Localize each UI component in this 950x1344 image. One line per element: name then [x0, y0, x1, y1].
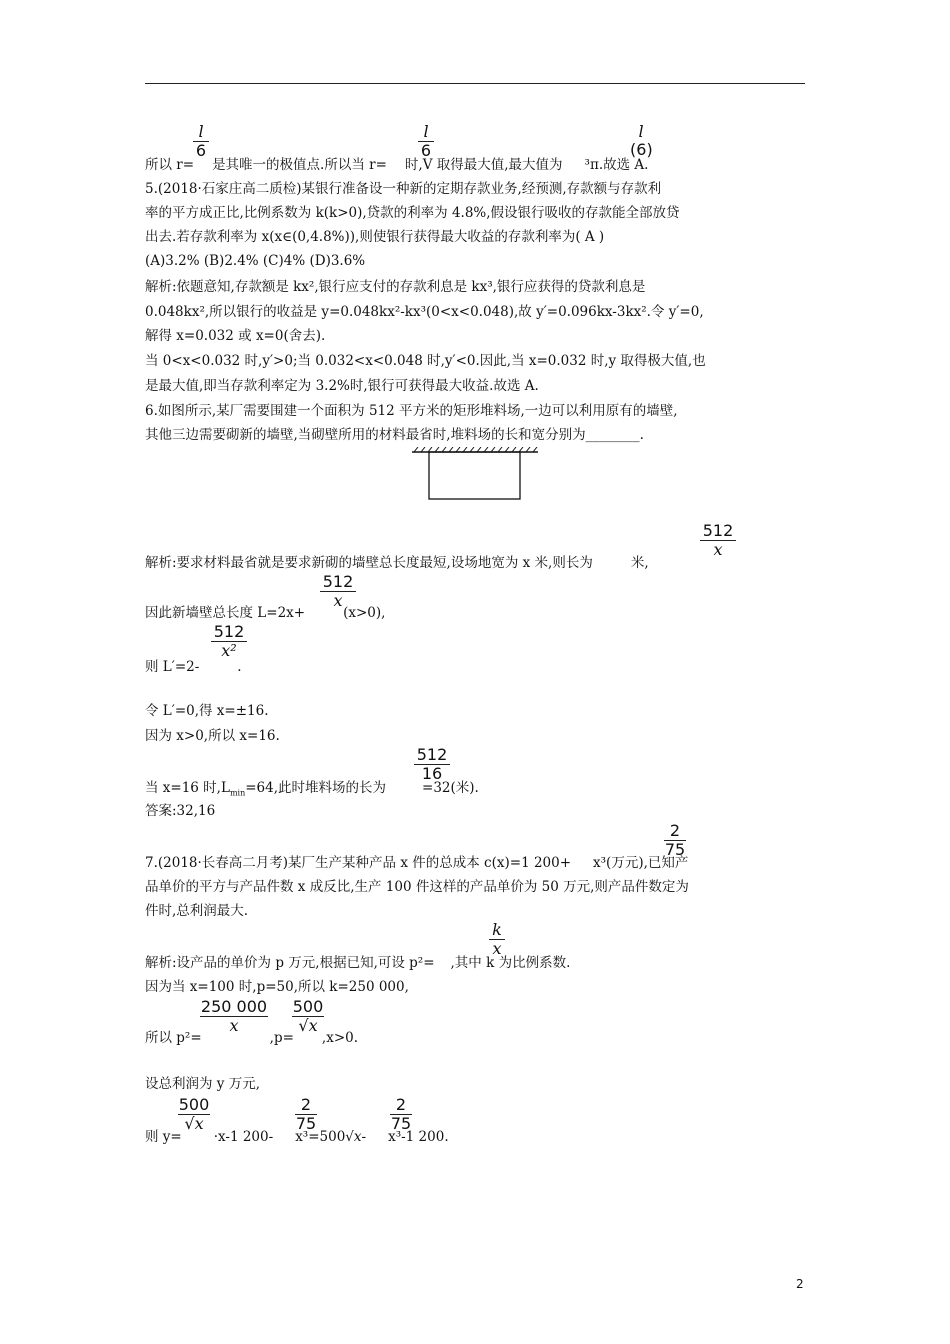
- question-5-line: 5.(2018·石家庄高二质检)某银行准备设一种新的定期存款业务,经预测,存款额与存款利: [145, 181, 662, 197]
- solution-7-line: 解析:设产品的单价为 p 万元,根据已知,可设 p²= ,其中 k 为比例系数.: [145, 955, 571, 971]
- solution-5-line: 0.048kx²,所以银行的收益是 y=0.048kx²-kx³(0<x<0.048),故 y′=0.096kx-3kx².令 y′=0,: [145, 304, 704, 320]
- text-line: 所以 r= 是其唯一的极值点.所以当 r= 时,V 取得最大值,最大值为 ³π.故选 A.: [145, 157, 649, 173]
- solution-5-line: 解析:依题意知,存款额是 kx²,银行应支付的存款利息是 kx³,银行应获得的贷款利息是: [145, 279, 646, 295]
- fraction-2-over-75: $\frac{2}{75}$: [664, 821, 686, 859]
- question-6-line: 其他三边需要砌新的墙壁,当砌壁所用的材料最省时,堆料场的长和宽分别为________.: [145, 427, 644, 443]
- question-6-line: 6.如图所示,某厂需要围建一个面积为 512 平方米的矩形堆料场,一边可以利用原有的墙壁,: [145, 403, 678, 419]
- yard-diagram: [410, 447, 540, 502]
- solution-5-line: 解得 x=0.032 或 x=0(舍去).: [145, 328, 326, 344]
- solution-6-line: 令 L′=0,得 x=±16.: [145, 703, 269, 719]
- fraction-k-over-x: $\frac{k}{x}$: [489, 921, 505, 958]
- header-rule: [145, 83, 805, 84]
- solution-7-line: 因为当 x=100 时,p=50,所以 k=250 000,: [145, 979, 409, 995]
- fraction-512-over-x-squared: $\frac{512}{\text{x²}}$: [211, 623, 247, 660]
- fraction-2-over-75: $\frac{2}{75}$: [295, 1095, 317, 1133]
- solution-6-line: 则 L′=2- .: [145, 659, 242, 675]
- question-7-line: 品单价的平方与产品件数 x 成反比,生产 100 件这样的产品单价为 50 万元,则产品件数定为: [145, 879, 689, 895]
- solution-7-line: 所以 p²= ,p= ,x>0.: [145, 1030, 359, 1046]
- fraction-512-over-x: $\frac{512}{x}$: [700, 522, 736, 559]
- solution-6-line: 因此新墙壁总长度 L=2x+ (x>0),: [145, 605, 386, 621]
- fraction-512-over-16: $\frac{512}{16}$: [414, 746, 450, 783]
- fraction-l-over-6: $\frac{l}{6}$: [193, 123, 209, 160]
- question-5-options: (A)3.2% (B)2.4% (C)4% (D)3.6%: [145, 253, 366, 269]
- solution-6-line: 当 x=16 时$,L_{min}=64$,此时堆料场的长为 =32(米).: [145, 780, 479, 798]
- solution-7-line: 则 y= ·x-1 200- x³=500√x- x³-1 200.: [145, 1129, 449, 1145]
- fraction-250000-over-x: $\frac{250 000}{x}$: [200, 997, 268, 1035]
- solution-7-line: 设总利润为 y 万元,: [145, 1076, 261, 1092]
- answer-6: 答案:32,16: [145, 803, 216, 819]
- question-7-line: 7.(2018·长春高二月考)某厂生产某种产品 x 件的总成本 c(x)=1 200+ x³(万元),已知产: [145, 855, 689, 871]
- fraction-500-over-sqrtx: $\frac{500}{√x}$: [292, 997, 324, 1035]
- solution-5-line: 当 0<x<0.032 时,y′>0;当 0.032<x<0.048 时,y′<0.因此,当 x=0.032 时,y 取得极大值,也: [145, 353, 706, 369]
- fraction-l-over-6-paren: l (6): [630, 122, 653, 159]
- solution-6-line: 因为 x>0,所以 x=16.: [145, 728, 280, 744]
- fraction-l-over-6: $\frac{l}{6}$: [418, 123, 434, 160]
- question-5-line: 出去.若存款利率为 x(x∈(0,4.8%)),则使银行获得最大收益的存款利率为( A ): [145, 229, 605, 245]
- question-7-line: 件时,总利润最大.: [145, 903, 249, 919]
- fraction-512-over-x: $\frac{512}{x}$: [320, 573, 356, 610]
- fraction-2-over-75: $\frac{2}{75}$: [390, 1095, 412, 1133]
- solution-5-line: 是最大值,即当存款利率定为 3.2%时,银行可获得最大收益.故选 A.: [145, 378, 539, 394]
- page-number: 2: [796, 1277, 804, 1291]
- solution-6-line: 解析:要求材料最省就是要求新砌的墙壁总长度最短,设场地宽为 x 米,则长为 米,: [145, 555, 649, 571]
- question-5-line: 率的平方成正比,比例系数为 k(k>0),贷款的利率为 4.8%,假设银行吸收的存款能全部放贷: [145, 205, 680, 221]
- fraction-500-over-sqrtx: $\frac{500}{√x}$: [178, 1095, 210, 1133]
